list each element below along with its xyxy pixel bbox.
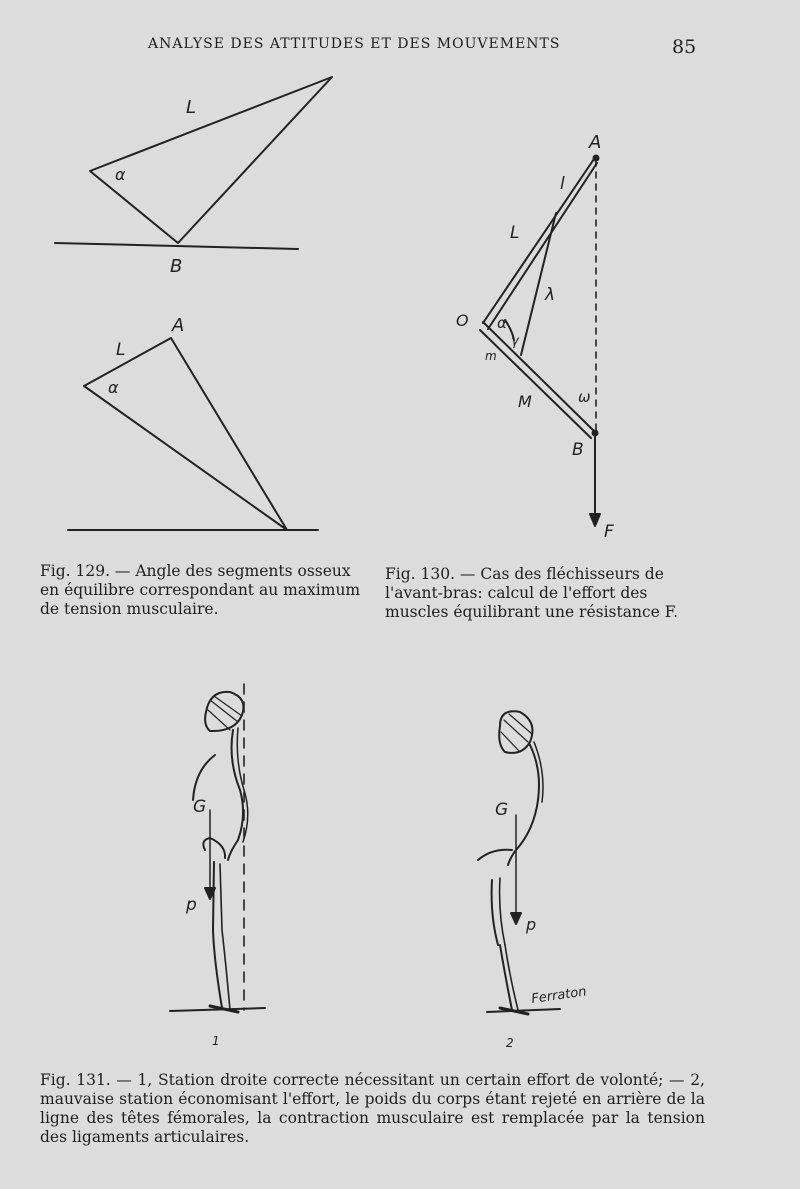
page-number: 85: [672, 36, 697, 58]
fig131-2-skull: [499, 711, 532, 753]
fig129-top-label-b: B: [170, 256, 183, 277]
fig130-segment-upper-b: [488, 163, 597, 329]
fig129-bottom-label-a: A: [172, 315, 185, 336]
fig131-1-pelvis: [203, 838, 225, 858]
fig130-label-alpha: α: [497, 314, 507, 332]
fig130-label-l: L: [510, 223, 520, 243]
fig130-label-f: F: [604, 522, 614, 542]
fig131-1-spine: [228, 730, 243, 860]
fig129-bottom-diagram: [68, 338, 318, 530]
fig130-diagram: [480, 156, 600, 527]
fig130-label-o: O: [456, 311, 469, 330]
fig131-1-label-p: p: [186, 895, 197, 915]
fig131-figure-1: [170, 684, 265, 1012]
fig129-top-baseline: [55, 243, 298, 249]
fig130-muscle-line: [521, 213, 556, 355]
fig130-label-gamma: γ: [511, 334, 519, 349]
fig130-label-lambda: λ: [545, 285, 556, 305]
fig130-segment-lower-a: [483, 322, 594, 431]
fig130-segment-lower-b: [480, 330, 591, 438]
fig130-label-m: M: [518, 392, 532, 411]
fig130-label-l-small: l: [560, 174, 565, 194]
fig131-2-arm: [478, 850, 512, 860]
fig131-figure-2: [478, 711, 560, 1014]
fig131-2-label-p: p: [526, 915, 537, 934]
fig130-label-a: A: [589, 132, 602, 153]
fig130-point-b: [593, 431, 598, 436]
fig131-signature: Ferraton: [530, 984, 588, 1007]
fig130-force-arrowhead: [590, 514, 600, 526]
fig131-1-arm: [193, 755, 215, 800]
fig129-top-triangle: [90, 77, 332, 243]
fig131-2-number: 2: [506, 1036, 514, 1050]
fig129-bottom-triangle: [84, 338, 287, 530]
running-title: ANALYSE DES ATTITUDES ET DES MOUVEMENTS: [148, 36, 561, 52]
fig129-bottom-label-alpha: α: [108, 378, 119, 397]
fig131-2-spine: [508, 745, 539, 865]
fig131-caption: Fig. 131. — 1, Station droite correcte nécessitant un certain effort de volonté; — 2, mauvaise station économisant l'effort, le poids du corps étant rejeté en arrière de la ligne des têtes fémorales, la contraction musculaire est remplacée par la tension des ligaments articulaires.: [40, 1071, 705, 1146]
fig129-caption: Fig. 129. — Angle des segments osseux en équilibre correspondant au maximum de tension musculaire.: [40, 562, 361, 618]
fig130-label-b: B: [572, 440, 584, 460]
fig130-point-a: [594, 156, 599, 161]
fig131-2-thigh: [492, 880, 498, 945]
fig129-bottom-label-l: L: [116, 340, 126, 360]
fig131-2-label-g: G: [495, 800, 509, 820]
fig130-label-omega: ω: [578, 388, 591, 406]
fig129-top-label-alpha: α: [115, 165, 126, 184]
fig131-1-label-g: G: [193, 797, 207, 817]
fig130-label-m-small: m: [485, 349, 497, 363]
fig131-1-number: 1: [212, 1034, 220, 1048]
fig129-top-label-l: L: [186, 97, 197, 118]
fig130-segment-upper-a: [483, 156, 596, 323]
fig130-caption: Fig. 130. — Cas des fléchisseurs de l'avant-bras: calcul de l'effort des muscles équilibrant une résistance F.: [385, 565, 679, 621]
